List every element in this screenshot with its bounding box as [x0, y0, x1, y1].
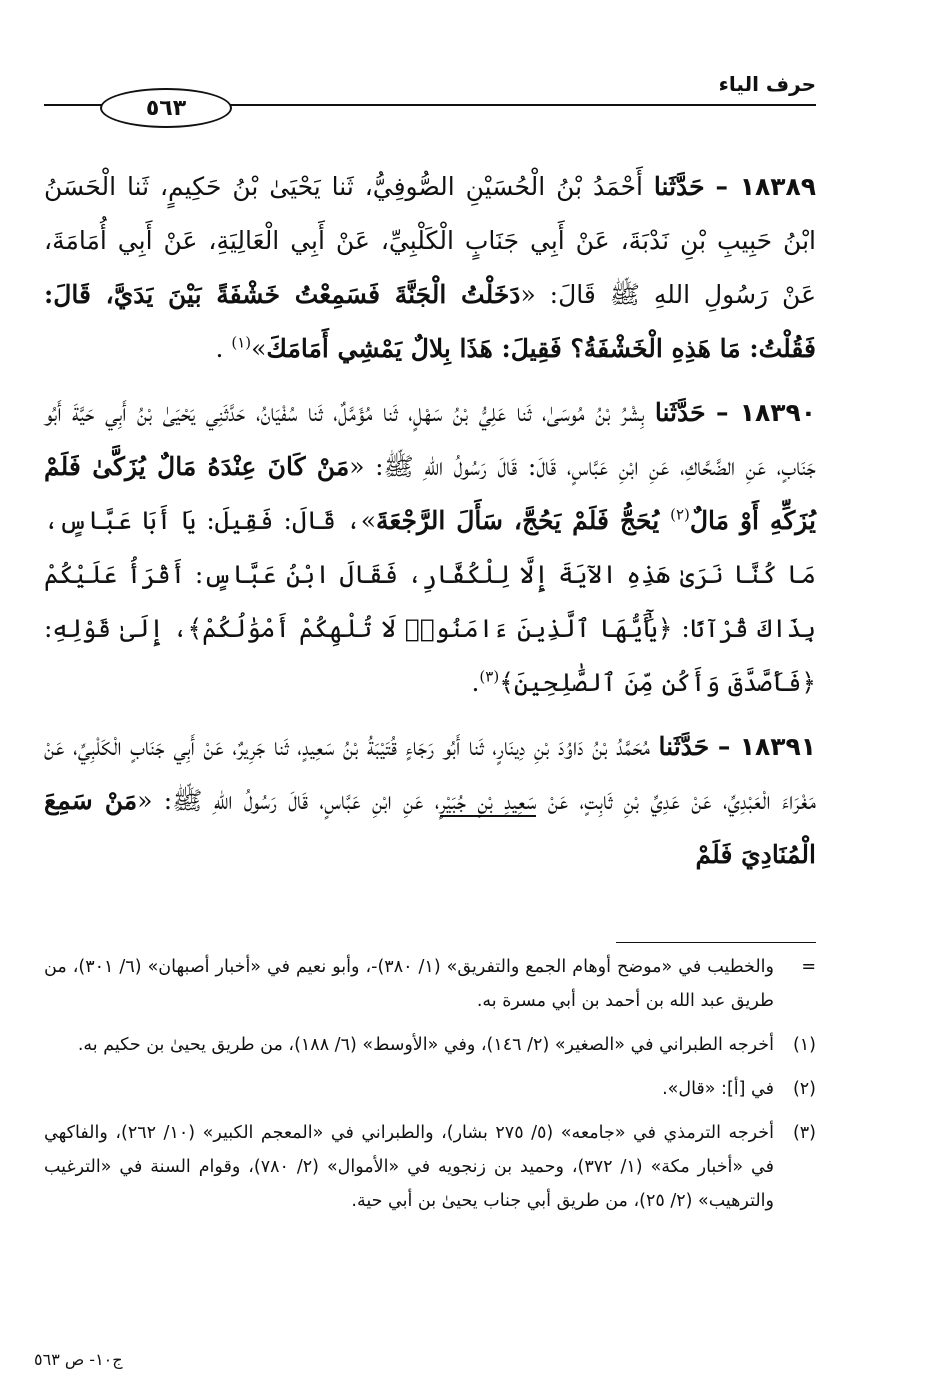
hadith-matn: مَنْ سَمِعَ الْمُنَادِيَ فَلَمْ [44, 786, 816, 869]
hadith-keyword: حَدَّثَنا [654, 398, 706, 427]
page-number: ٥٦٣ [100, 88, 232, 128]
footnote-text: أخرجه الطبراني في «الصغير» (٢/ ١٤٦)، وفي «الأوسط» (٦/ ١٨٨)، من طريق يحيىٰ بن حكيم به. [77, 1035, 774, 1055]
hadith-matn-continued: يُحَجُّ فَلَمْ يَحُجَّ، سَأَلَ الرَّجْعَةَ [376, 506, 671, 535]
underlined-narrator: سَعِيدِ بْنِ جُبَيْرٍ [439, 786, 537, 815]
footnote-ref: (١) [231, 333, 252, 352]
footnote-mark: (٢) [792, 1079, 816, 1099]
hadith-commentary-2: ، إِلَىٰ قَوْلِهِ: [44, 614, 188, 643]
footnote-text: أخرجه الترمذي في «جامعه» (٥/ ٢٧٥ بشار)، والطبراني في «المعجم الكبير» (١٠/ ٢٦٢)، والفاكهي في «أخبار مكة» (١/ ٣٧٢)، وحميد بن زنجويه في «الأموال» (٢/ ٧٨٠)، وقوام السنة في «الترغيب والترهيب» (٢/ ٢٥)، من طريق أبي جناب يحيىٰ بن أبي حية. [44, 1123, 775, 1211]
chapter-title: حرف الياء [718, 72, 816, 96]
hadith-isnad: مُحَمَّدُ بْنُ دَاوُدَ بْنِ دِينَارٍ، ثَنا أَبُو رَجَاءٍ قُتَيْبَةُ بْنُ سَعِيدٍ، ثَنا جَرِيرٌ، عَنْ أَبِي جَنَابٍ الْكَلْبِيِّ، عَنْ مَغْرَاءَ الْعَبْدِيِّ، عَنْ عَدِيِّ بْنِ ثَابِتٍ، عَنْ [44, 732, 817, 815]
footnote-mark: (١) [792, 1035, 816, 1055]
main-text [44, 160, 816, 892]
quran-verse-2: ﴿فَأَصَّدَّقَ وَأَكُن مِّنَ ٱلصَّٰلِحِينَ﴾ [499, 668, 816, 697]
hadith-isnad: أَحْمَدُ بْنُ الْحُسَيْنِ الصُّوفِيُّ، ثَنا يَحْيَىٰ بْنُ حَكِيمٍ، ثَنا الْحَسَنُ ابْنُ حَبِيبِ بْنِ نَدْبَةَ، عَنْ أَبِي جَنَابٍ الْكَلْبِيِّ، عَنْ أَبِي الْعَالِيَةِ، عَنْ أَبِي أُمَامَةَ، عَنْ رَسُولِ اللهِ ﷺ قَالَ: « [44, 172, 816, 309]
footnote-1 [44, 1028, 816, 1062]
footnote-mark: (٣) [792, 1123, 816, 1143]
hadith-isnad-2: ، عَنِ ابْنِ عَبَّاسٍ، قَالَ رَسُولُ اللهِ ﷺ: « [137, 786, 440, 815]
hadith-keyword: حَدَّثَنا [658, 732, 710, 761]
printer-signature: ج١٠- ص ٥٦٣ [34, 1350, 123, 1369]
footnote-2 [44, 1072, 816, 1106]
hadith-18390 [44, 386, 816, 710]
footnote-ref: (٢) [670, 505, 690, 524]
footnote-ref: (٣) [479, 667, 500, 686]
footnote-mark: = [801, 957, 816, 977]
hadith-18391 [44, 720, 816, 882]
hadith-isnad: بِشْرُ بْنُ مُوسَىٰ، ثَنا عَلِيُّ بْنُ سَهْلٍ، ثَنا مُؤَمَّلٌ، ثَنا سُفْيَانُ، حَدَّثَنِي يَحْيَىٰ بْنُ أَبِي حَيَّةَ أَبُو جَنَابٍ، عَنِ الضَّحَّاكِ، عَنِ ابْنِ عَبَّاسٍ، قَالَ: قَالَ رَسُولُ اللهِ ﷺ: « [44, 398, 816, 481]
hadith-commentary: »، قَالَ: فَقِيلَ: يَا أَبَا عَبَّاسٍ، مَا كُنَّا نَرَىٰ هَذِهِ الآيَةَ إِلَّا لِلْكُفَّارِ، فَقَالَ ابْنُ عَبَّاسٍ: أَقْرَأُ عَلَيْكُمْ بِذَاكَ قُرْآنًا: [44, 506, 816, 643]
footnote-text: في [أ]: «قال». [662, 1079, 774, 1099]
hadith-matn: مَنْ كَانَ عِنْدَهُ مَالٌ يُزَكَّىٰ فَلَمْ يُزَكِّهِ أَوْ مَالٌ [44, 452, 816, 535]
hadith-18389 [44, 160, 816, 376]
footnote-3 [44, 1116, 816, 1218]
hadith-tail: . [471, 668, 480, 697]
hadith-number: ١٨٣٩١ – [717, 732, 816, 761]
quran-verse: ﴿يَٰٓأَيُّهَا ٱلَّذِينَ ءَامَنُوا۟ لَا تُلْهِكُمْ أَمْوَٰلُكُمْ﴾ [187, 614, 673, 643]
footnotes [44, 950, 816, 1228]
hadith-number: ١٨٣٨٩ – [715, 172, 817, 201]
footnote-separator [616, 942, 816, 943]
hadith-number: ١٨٣٩٠ – [716, 398, 816, 427]
hadith-keyword: حَدَّثَنا [653, 172, 705, 201]
running-header [44, 70, 816, 130]
hadith-tail: . [215, 334, 232, 363]
footnote-continuation [44, 950, 816, 1018]
hadith-quote-close: » [251, 334, 267, 363]
footnote-text: والخطيب في «موضح أوهام الجمع والتفريق» (١/ ٣٨٠)-، وأبو نعيم في «أخبار أصبهان» (٦/ ٣٠١)، من طريق عبد الله بن أحمد بن أبي مسرة به. [44, 957, 774, 1011]
hadith-matn: دَخَلْتُ الْجَنَّةَ فَسَمِعْتُ خَشْفَةً بَيْنَ يَدَيَّ، قَالَ: فَقُلْتُ: مَا هَذِهِ الْخَشْفَةُ؟ فَقِيلَ: هَذَا بِلالٌ يَمْشِي أَمَامَكَ [44, 280, 816, 363]
